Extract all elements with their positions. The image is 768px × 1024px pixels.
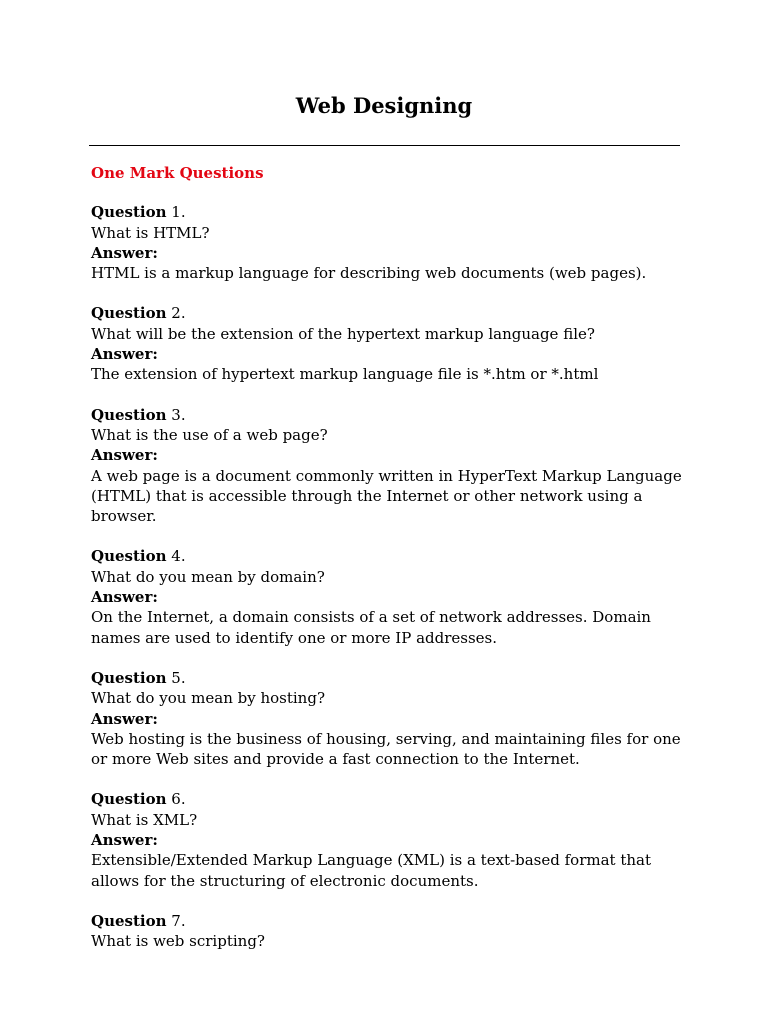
question-header [91,303,686,323]
answer-text: The extension of hypertext markup language file is *.htm or *.html [91,365,599,384]
question-label: Question [91,790,167,809]
question-header [91,405,686,425]
answer-label: Answer: [91,243,158,262]
question-number: 5. [171,668,186,687]
qa-item-1 [91,202,686,283]
answer-text: Extensible/Extended Markup Language (XML) is a text-based format that allows for the structuring of electronic documents. [91,851,652,890]
answer-text: Web hosting is the business of housing, serving, and maintaining files for one or more Web sites and provide a fast connection to the Internet. [91,729,681,769]
answer-label: Answer: [91,446,158,465]
question-number: 1. [171,203,186,222]
question-header [91,668,686,688]
answer-text: HTML is a markup language for describing web documents (web pages). [91,264,647,283]
question-text: What do you mean by hosting? [91,689,325,708]
question-label: Question [91,547,167,566]
question-text: What is XML? [91,810,198,829]
section-heading: One Mark Questions [91,164,264,182]
question-text: What will be the extension of the hypertext markup language file? [91,324,595,343]
question-number: 4. [171,547,186,566]
title-divider [89,145,680,146]
qa-item-5 [91,668,686,769]
question-label: Question [91,405,167,424]
question-label: Question [91,911,167,930]
document-body [91,163,686,972]
question-number: 3. [171,405,186,424]
question-text: What do you mean by domain? [91,567,325,586]
question-header [91,789,686,809]
question-text: What is HTML? [91,223,210,242]
question-text: What is the use of a web page? [91,425,328,444]
question-header [91,911,686,931]
question-number: 2. [171,304,186,323]
answer-label: Answer: [91,709,158,728]
answer-text: A web page is a document commonly written in HyperText Markup Language (HTML) that is accessible through the Internet or other network using a browser. [91,466,682,526]
answer-label: Answer: [91,831,158,850]
question-header [91,546,686,566]
question-number: 7. [171,911,186,930]
qa-item-2 [91,303,686,384]
question-text: What is web scripting? [91,932,265,951]
answer-text: On the Internet, a domain consists of a set of network addresses. Domain names are used to identify one or more IP addresses. [91,608,651,647]
question-label: Question [91,668,167,687]
document-title: Web Designing [295,93,473,118]
answer-label: Answer: [91,588,158,607]
question-header [91,202,686,222]
answer-label: Answer: [91,345,158,364]
question-label: Question [91,203,167,222]
qa-item-3 [91,405,686,527]
question-number: 6. [171,790,186,809]
question-label: Question [91,304,167,323]
qa-item-7 [91,911,686,952]
qa-item-6 [91,789,686,890]
qa-item-4 [91,546,686,647]
